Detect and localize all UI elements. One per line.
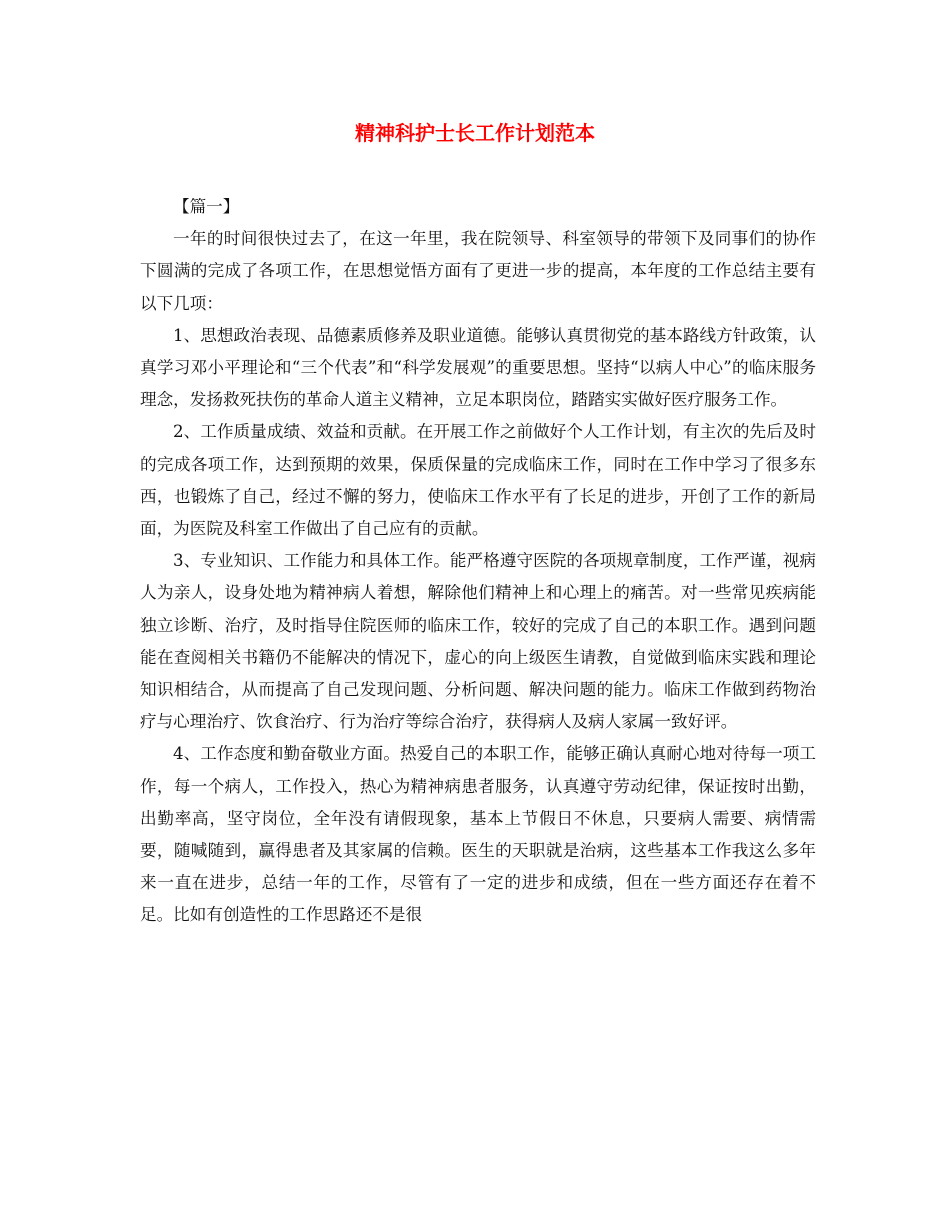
document-body	[140, 191, 816, 932]
paragraph-item-2: 2、工作质量成绩、效益和贡献。在开展工作之前做好个人工作计划，有主次的先后及时的完成各项工作，达到预期的效果，保质保量的完成临床工作，同时在工作中学习了很多东西，也锻炼了自己，经过不懈的努力，使临床工作水平有了长足的进步，开创了工作的新局面，为医院及科室工作做出了自己应有的贡献。	[140, 422, 816, 539]
paragraph-item-1: 1、思想政治表现、品德素质修养及职业道德。能够认真贯彻党的基本路线方针政策，认真学习邓小平理论和“三个代表”和“科学发展观”的重要思想。坚持“以病人中心”的临床服务理念，发扬救死扶伤的革命人道主义精神，立足本职岗位，踏踏实实做好医疗服务工作。	[140, 325, 816, 410]
paragraph-item-4: 4、工作态度和勤奋敬业方面。热爱自己的本职工作，能够正确认真耐心地对待每一项工作，每一个病人，工作投入，热心为精神病患者服务，认真遵守劳动纪律，保证按时出勤，出勤率高，坚守岗位，全年没有请假现象，基本上节假日不休息，只要病人需要、病情需要，随喊随到，赢得患者及其家属的信赖。医生的天职就是治病，这些基本工作我这么多年来一直在进步，总结一年的工作，尽管有了一定的进步和成绩，但在一些方面还存在着不足。比如有创造性的工作思路还不是很	[140, 744, 816, 925]
paragraph-item-3: 3、专业知识、工作能力和具体工作。能严格遵守医院的各项规章制度，工作严谨，视病人为亲人，设身处地为精神病人着想，解除他们精神上和心理上的痛苦。对一些常见疾病能独立诊断、治疗，及时指导住院医师的临床工作，较好的完成了自己的本职工作。遇到问题能在查阅相关书籍仍不能解决的情况下，虚心的向上级医生请教，自觉做到临床实践和理论知识相结合，从而提高了自己发现问题、分析问题、解决问题的能力。临床工作做到药物治疗与心理治疗、饮食治疗、行为治疗等综合治疗，获得病人及病人家属一致好评。	[140, 551, 816, 732]
paragraph-intro: 一年的时间很快过去了，在这一年里，我在院领导、科室领导的带领下及同事们的协作下圆满的完成了各项工作，在思想觉悟方面有了更进一步的提高，本年度的工作总结主要有以下几项：	[140, 229, 816, 313]
section-label: 【篇一】	[173, 197, 240, 216]
document-title: 精神科护士长工作计划范本	[355, 121, 595, 145]
